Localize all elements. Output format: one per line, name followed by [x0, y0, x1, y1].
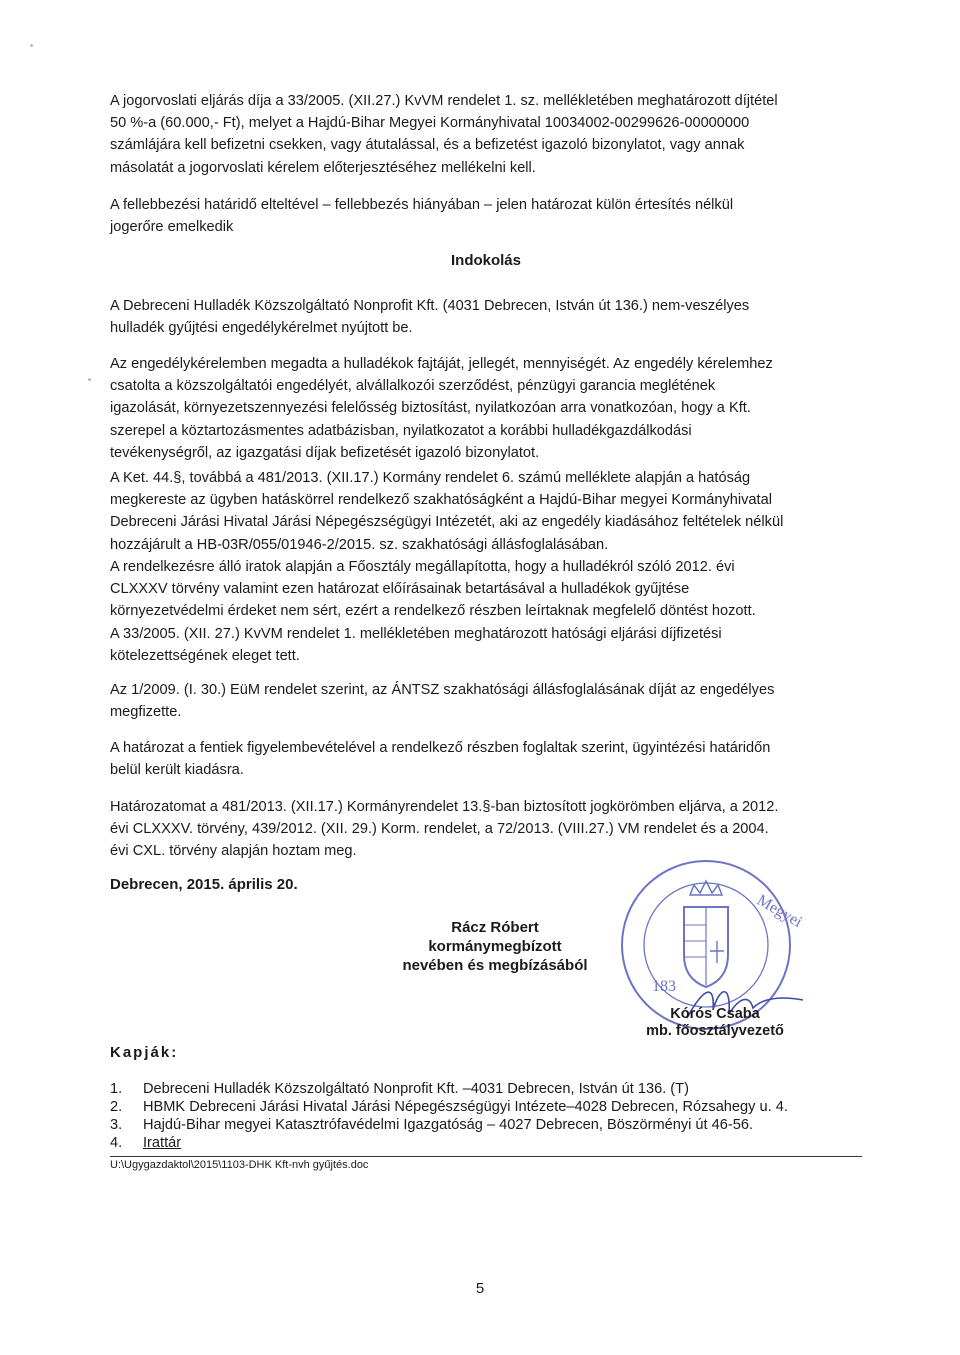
footer-divider: [110, 1156, 862, 1157]
list-item: 1. Debreceni Hulladék Közszolgáltató Nonprofit Kft. –4031 Debrecen, István út 136. (T): [110, 1081, 689, 1097]
list-item: 2. HBMK Debreceni Járási Hivatal Járási Népegészségügyi Intézete–4028 Debrecen, Rózsahegy u. 4.: [110, 1099, 788, 1115]
deadline-paragraph: A határozat a fentiek figyelembevételével a rendelkező részben foglaltak szerint, ügyintézési határidőn belül került kiadásra.: [110, 740, 771, 779]
page-number: 5: [475, 1280, 485, 1297]
recipients-title: Kapják:: [110, 1044, 179, 1061]
scan-speck: [88, 378, 91, 381]
svg-text:Megyei: Megyei: [754, 891, 805, 931]
signer-role: kormánymegbízott: [428, 938, 562, 955]
section-heading: Indokolás: [450, 252, 521, 269]
recipients-list: [110, 1080, 862, 1152]
svg-text:183: 183: [652, 978, 676, 995]
authority-consultation-paragraph: A Ket. 44.§, továbbá a 481/2013. (XII.17.) Kormány rendelet 6. számú melléklete alapján a hatóság megkereste az ügyben hatáskörrel rendelkező szakhatóságként a Hajdú-Bihar megyei Kormányhivatal Debreceni Járási Hivatal Járási Népegészségügyi Intézetét, aki az engedély kiadásához feltételek nélkül hozzájárult a HB-03R/055/01946-2/2015. sz. szakhatósági állásfoglalásában.: [110, 470, 784, 553]
file-path: U:\Ugygazdaktol\2015\1103-DHK Kft-nvh gyűjtés.doc: [110, 1159, 369, 1171]
applicant-paragraph: A Debreceni Hulladék Közszolgáltató Nonprofit Kft. (4031 Debrecen, István út 136.) nem-veszélyes hulladék gyűjtési engedélykérelmet nyújtott be.: [110, 298, 750, 337]
signer-block: [360, 918, 630, 975]
legal-basis-paragraph: Határozatomat a 481/2013. (XII.17.) Kormányrendelet 13.§-ban biztosított jogkörömben eljárva, a 2012. évi CLXXXV. törvény, 439/2012. (XII. 29.) Korm. rendelet, a 72/2013. (VIII.27.) VM rendelet és a 2004. évi CXL. törvény alapján hoztam meg.: [110, 799, 779, 860]
list-item: 4. Irattár: [110, 1135, 182, 1151]
scan-speck: [30, 44, 33, 47]
sub-signer-block: [620, 1006, 810, 1040]
fee-paid-paragraph: A 33/2005. (XII. 27.) KvVM rendelet 1. mellékletében meghatározott hatósági eljárási díjfizetési kötelezettségének eleget tett.: [110, 626, 722, 665]
sub-signer-name: Kórós Csaba: [670, 1006, 760, 1022]
signer-name: Rácz Róbert: [451, 919, 539, 936]
appeal-deadline-paragraph: A fellebbezési határidő elteltével – fellebbezés hiányában – jelen határozat külön értesítés nélkül jogerőre emelkedik: [110, 197, 734, 236]
date-line: Debrecen, 2015. április 20.: [110, 876, 298, 893]
fee-paragraph: A jogorvoslati eljárás díja a 33/2005. (XII.27.) KvVM rendelet 1. sz. mellékletében meghatározott díjtétel 50 %-a (60.000,- Ft), melyet a Hajdú-Bihar Megyei Kormányhivatal 10034002-00299626-00000000 számlájára kell befizetni csekken, vagy átutalással, és a befizetést igazoló bizonylatot, vagy annak másolatát a jogorvoslati kérelem előterjesztéséhez mellékelni kell.: [110, 93, 778, 176]
antsz-fee-paragraph: Az 1/2009. (I. 30.) EüM rendelet szerint, az ÁNTSZ szakhatósági állásfoglalásának díját az engedélyes megfizette.: [110, 682, 775, 721]
sub-signer-role: mb. főosztályvezető: [646, 1023, 784, 1039]
signer-capacity: nevében és megbízásából: [402, 957, 588, 974]
application-content-paragraph: Az engedélykérelemben megadta a hulladékok fajtáját, jellegét, mennyiségét. Az engedély kérelemhez csatolta a közszolgáltatói engedélyét, alvállalkozói szerződést, pénzügyi garancia meglétének igazolását, környezetszennyezési felelősség biztosítást, nyilatkozóan arra vonatkozóan, hogy a Kft. szerepel a köztartozásmentes adatbázisban, nyilatkozatot a korábbi hulladékgazdálkodási tevékenységről, az igazgatási díjak befizetését igazoló bizonylatot.: [110, 356, 773, 461]
list-item: 3. Hajdú-Bihar megyei Katasztrófavédelmi Igazgatóság – 4027 Debrecen, Böszörményi út 46-56.: [110, 1117, 754, 1133]
findings-paragraph: A rendelkezésre álló iratok alapján a Főosztály megállapította, hogy a hulladékról szóló 2012. évi CLXXXV törvény valamint ezen határozat előírásainak betartásával a hulladékok gyűjtése környezetvédelmi érdeket nem sért, ezért a rendelkező részben leírtaknak megfelelő döntést hozott.: [110, 559, 756, 620]
